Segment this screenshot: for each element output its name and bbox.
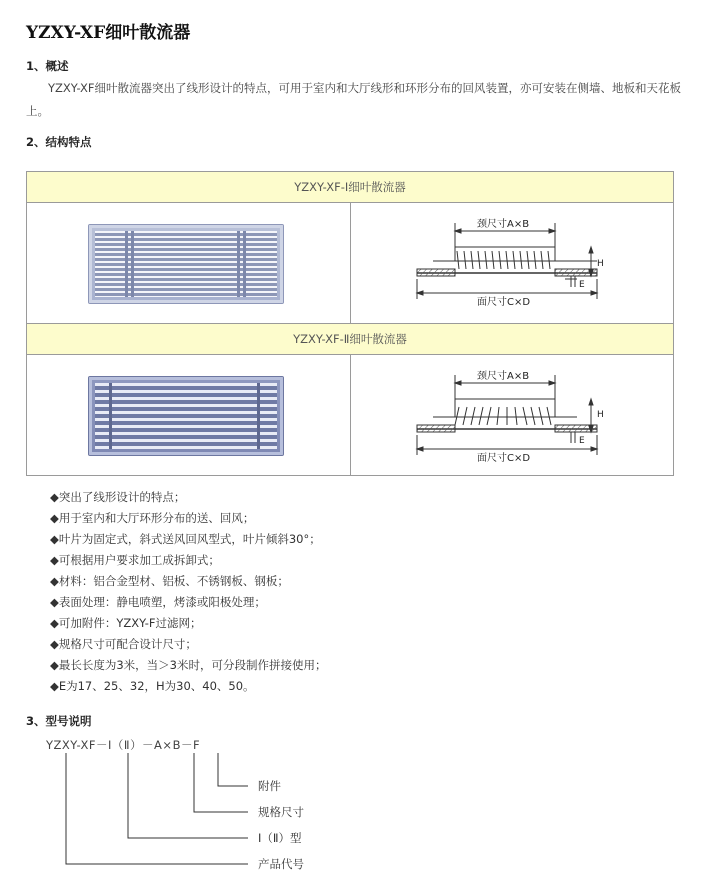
page-title: YZXY-XF细叶散流器 [26,23,191,43]
dim-e-label: E [578,280,585,290]
dim-face-label: 面尺寸C×D [476,297,530,308]
dim-h-label: H [596,259,604,269]
dim-neck-label: 颈尺寸A×B [476,219,529,230]
feature-item: ◆可加附件：YZXY-F过滤网； [50,616,202,630]
model-code: YZXY-XF－Ⅰ（Ⅱ）－A×B－F [46,738,201,752]
legend-product-code: 产品代号 [258,857,304,871]
dim-e-label: E [578,436,585,446]
feature-item: ◆可根据用户要求加工成拆卸式； [50,553,220,567]
feature-item: ◆材料：铝合金型材、铝板、不锈钢板、钢板； [50,574,289,588]
section-model-heading: 3、型号说明 [26,714,92,728]
section-overview-heading: 1、概述 [26,59,69,73]
dim-h-label: H [596,410,604,420]
legend-type: Ⅰ（Ⅱ）型 [258,831,302,845]
feature-item: ◆规格尺寸可配合设计尺寸； [50,637,197,651]
legend-accessory: 附件 [258,779,281,793]
feature-item: ◆E为17、25、32，H为30、40、50。 [50,679,255,693]
legend-size: 规格尺寸 [258,805,304,819]
dim-neck-label: 颈尺寸A×B [476,371,529,382]
section-overview-body: YZXY-XF细叶散流器突出了线形设计的特点，可用于室内和大厅线形和环形分布的回风装置，亦可安装在侧墙、地板和天花板上。 [26,81,682,118]
feature-item: ◆用于室内和大厅环形分布的送、回风； [50,511,255,525]
feature-item: ◆最长长度为3米，当＞3米时，可分段制作拼接使用； [50,658,327,672]
feature-item: ◆突出了线形设计的特点； [50,490,186,504]
feature-item: ◆表面处理：静电喷塑，烤漆或阳极处理； [50,595,266,609]
type1-label: YZXY-XF-Ⅰ细叶散流器 [294,180,406,194]
dim-face-label: 面尺寸C×D [476,453,530,464]
feature-item: ◆叶片为固定式，斜式送风回风型式，叶片倾斜30°； [50,532,321,546]
type2-label: YZXY-XF-Ⅱ细叶散流器 [293,332,407,346]
section-structure-heading: 2、结构特点 [26,135,92,149]
